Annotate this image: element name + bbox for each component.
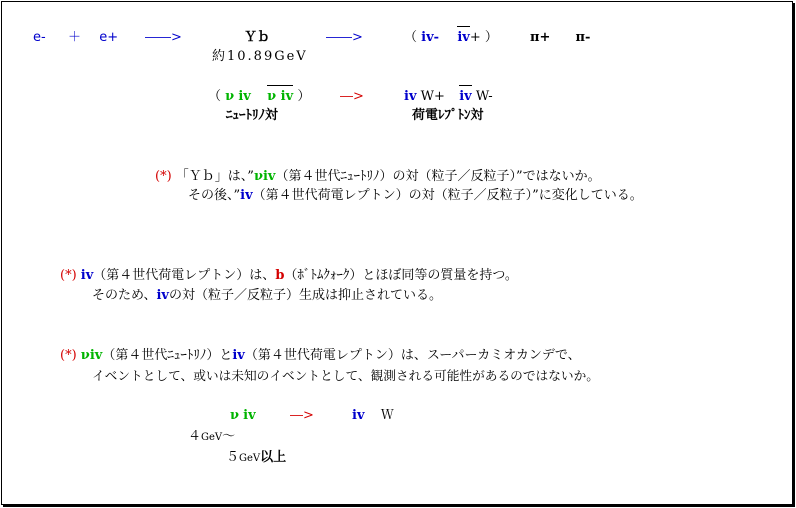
decay-lhs <box>230 408 256 424</box>
b-quark: b <box>275 268 285 283</box>
note-1-line-2: その後、”iv（第４世代荷電レプトン）の対（粒子／反粒子）”に変化している。 <box>188 188 643 203</box>
pi-plus: π+ <box>530 30 551 45</box>
paren-close: ） <box>297 89 311 104</box>
product-group <box>404 30 498 46</box>
iv: iv <box>240 188 253 203</box>
w-boson: Ｗ <box>380 408 394 423</box>
electron: e- <box>33 30 46 45</box>
iv: iv <box>232 348 245 363</box>
iv: iv <box>352 408 365 423</box>
iv-1: iv <box>238 89 251 104</box>
lepton-pair <box>404 89 493 105</box>
paren-open: （ <box>208 89 222 104</box>
note-3-line-2: イベントとして、或いは未知のイベントとして、観測される可能性があるのではないか。 <box>92 368 599 383</box>
iv: iv <box>262 169 276 184</box>
iv: iv <box>243 408 256 423</box>
label-lepton-pair: 荷電ﾚﾌﾟﾄﾝ対 <box>412 108 484 123</box>
note-mark: (*) <box>155 169 172 184</box>
note-2-line-2: そのため、ivの対（粒子／反粒子）生成は抑止されている。 <box>92 288 442 303</box>
iv-bar: iv <box>457 30 470 45</box>
nu-1: ν <box>225 89 235 104</box>
iv: iv <box>156 288 169 303</box>
decay-rhs <box>352 408 394 424</box>
pions <box>530 30 590 46</box>
label-neutrino-pair: ﾆｭｰﾄﾘﾉ対 <box>226 108 279 123</box>
yb-particle: Ｙｂ <box>244 30 271 45</box>
iv-b: iv <box>459 89 472 104</box>
arrow-2: ――> <box>326 30 363 45</box>
iv-a: iv <box>404 89 417 104</box>
positron: e+ <box>99 30 119 45</box>
iv-minus: iv- <box>421 30 440 45</box>
energy-label: 約10.89GeV <box>212 49 308 64</box>
pi-minus: π- <box>575 30 591 45</box>
reaction-line-1 <box>33 30 118 46</box>
nu: ν <box>230 408 240 423</box>
mass-lower: ４GeV～ <box>188 429 236 444</box>
note-mark: (*) <box>60 348 77 363</box>
plus: + <box>469 30 481 45</box>
paren-close: ） <box>484 30 498 45</box>
arrow-1: ――> <box>145 30 182 45</box>
decay-arrow: ―> <box>290 408 314 423</box>
nu: ν <box>253 169 263 184</box>
plus-sign: ＋ <box>67 30 81 45</box>
mass-upper: ５GeV以上 <box>226 450 287 465</box>
nu: ν <box>80 348 90 363</box>
w-minus: W- <box>475 89 493 104</box>
document-frame <box>1 1 793 505</box>
note-3-line-1: (*) νiv（第４世代ﾆｭｰﾄﾘﾉ）とiv（第４世代荷電レプトン）は、スーパーカミオカンデで、 <box>60 348 581 363</box>
note-1-line-1: (*) 「Ｙｂ」は、”νiv（第４世代ﾆｭｰﾄﾘﾉ）の対（粒子／反粒子）”ではないか。 <box>155 169 601 184</box>
iv: iv <box>89 348 103 363</box>
note-2-line-1: (*) iv（第４世代荷電レプトン）は、b（ﾎﾞﾄﾑｸｫｰｸ）とほぼ同等の質量を持つ。 <box>60 268 518 283</box>
nu-bar: ν iv <box>267 89 294 104</box>
arrow-3: ―> <box>340 89 364 104</box>
paren-open: （ <box>404 30 418 45</box>
iv: iv <box>80 268 94 283</box>
note-mark: (*) <box>60 268 77 283</box>
w-plus: W+ <box>420 89 445 104</box>
neutrino-pair <box>208 89 310 105</box>
